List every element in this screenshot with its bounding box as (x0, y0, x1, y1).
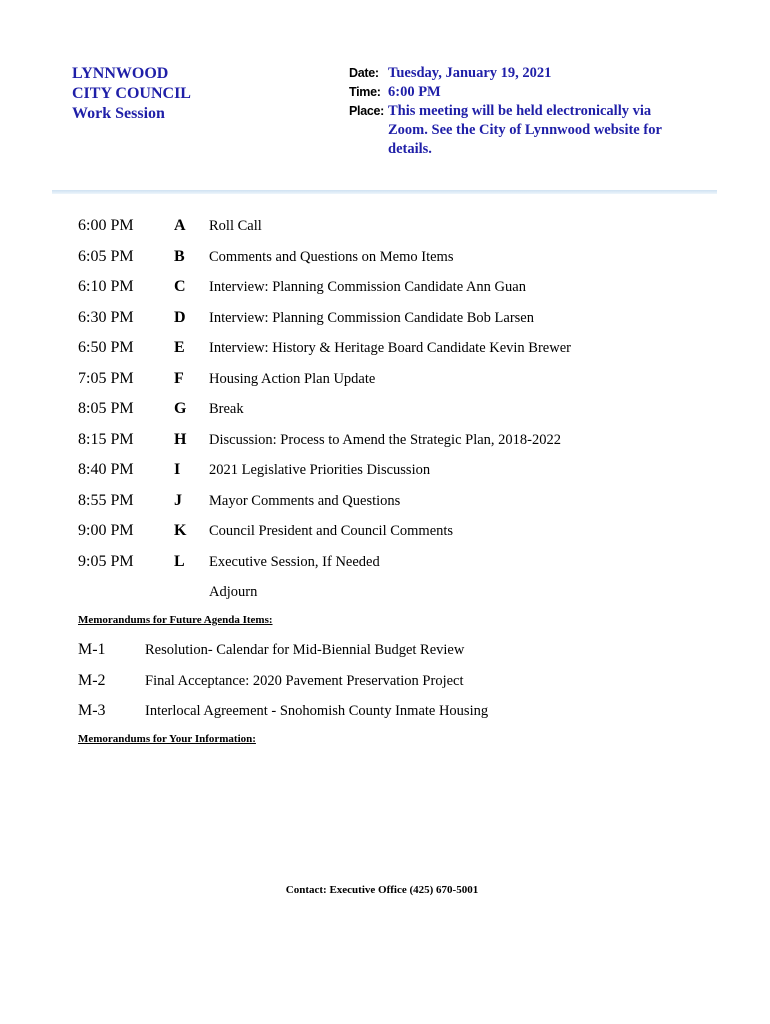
agenda-letter: K (174, 522, 187, 539)
agenda-letter: J (174, 492, 182, 509)
agenda-title: Mayor Comments and Questions (209, 493, 401, 509)
agenda-item (0, 398, 770, 420)
time-value: 6:00 PM (388, 84, 441, 100)
memo-title: Resolution- Calendar for Mid-Biennial Budget Review (145, 642, 465, 658)
date-label: Date: (349, 66, 379, 80)
info-memos-heading: Memorandums for Your Information: (78, 733, 256, 745)
time-label: Time: (349, 85, 381, 99)
agenda-letter: G (174, 400, 187, 417)
date-row (349, 64, 689, 83)
memo-item (0, 639, 770, 661)
memo-item (0, 670, 770, 692)
agenda-time: 9:05 PM (78, 553, 134, 570)
agenda-title: Interview: History & Heritage Board Candidate Kevin Brewer (209, 340, 571, 356)
date-value: Tuesday, January 19, 2021 (388, 65, 552, 81)
memo-title: Interlocal Agreement - Snohomish County Inmate Housing (145, 703, 489, 719)
agenda-item (0, 276, 770, 298)
agenda-item (0, 520, 770, 542)
agenda-letter: C (174, 278, 186, 295)
agenda-title: Council President and Council Comments (209, 523, 454, 539)
agenda-time: 6:50 PM (78, 339, 134, 356)
memo-item (0, 700, 770, 722)
agenda-time: 6:10 PM (78, 278, 134, 295)
agenda-time: 6:00 PM (78, 217, 134, 234)
agenda-title: Comments and Questions on Memo Items (209, 249, 454, 265)
agenda-time: 6:05 PM (78, 248, 134, 265)
memo-title: Final Acceptance: 2020 Pavement Preservation Project (145, 673, 464, 689)
agenda-item (0, 581, 770, 603)
time-row (349, 83, 689, 102)
agenda-title: Housing Action Plan Update (209, 371, 376, 387)
agenda-title: Break (209, 401, 244, 417)
agenda-item (0, 337, 770, 359)
agenda-item (0, 490, 770, 512)
org-name-line2: CITY COUNCIL (72, 85, 191, 102)
agenda-letter: I (174, 461, 181, 478)
place-row (349, 102, 689, 159)
agenda-item (0, 215, 770, 237)
agenda-item (0, 551, 770, 573)
agenda-title: Interview: Planning Commission Candidate Bob Larsen (209, 310, 534, 326)
agenda-item (0, 459, 770, 481)
meeting-details (349, 64, 689, 159)
meeting-type: Work Session (72, 105, 165, 122)
org-name-line1: LYNNWOOD (72, 65, 169, 82)
agenda-time: 8:05 PM (78, 400, 134, 417)
agenda-item (0, 307, 770, 329)
agenda-letter: E (174, 339, 185, 356)
agenda-time: 9:00 PM (78, 522, 134, 539)
contact-footer (0, 884, 770, 896)
agenda-title: Interview: Planning Commission Candidate Ann Guan (209, 279, 526, 295)
agenda-title: Discussion: Process to Amend the Strategic Plan, 2018-2022 (209, 432, 561, 448)
agenda-letter: H (174, 431, 187, 448)
agenda-time: 6:30 PM (78, 309, 134, 326)
agenda-title: Adjourn (209, 584, 258, 600)
place-label: Place: (349, 104, 385, 118)
memo-code: M-3 (78, 702, 106, 719)
agenda-item (0, 246, 770, 268)
agenda-title: Roll Call (209, 218, 262, 234)
memo-code: M-1 (78, 641, 106, 658)
agenda-title: Executive Session, If Needed (209, 554, 380, 570)
agenda-letter: B (174, 248, 185, 265)
org-header (72, 64, 191, 124)
agenda-item (0, 429, 770, 451)
agenda-time: 8:55 PM (78, 492, 134, 509)
agenda-time: 7:05 PM (78, 370, 134, 387)
agenda-title: 2021 Legislative Priorities Discussion (209, 462, 431, 478)
place-value: This meeting will be held electronically via Zoom. See the City of Lynnwood website for details. (388, 103, 662, 157)
agenda-time: 8:15 PM (78, 431, 134, 448)
future-memos-heading: Memorandums for Future Agenda Items: (78, 614, 273, 626)
agenda-letter: D (174, 309, 186, 326)
agenda-letter: A (174, 217, 186, 234)
header-divider (52, 190, 717, 194)
memo-code: M-2 (78, 672, 106, 689)
agenda-item (0, 368, 770, 390)
agenda-letter: L (174, 553, 185, 570)
agenda-time: 8:40 PM (78, 461, 134, 478)
agenda-letter: F (174, 370, 184, 387)
contact-text: Contact: Executive Office (425) 670-5001 (285, 884, 479, 896)
